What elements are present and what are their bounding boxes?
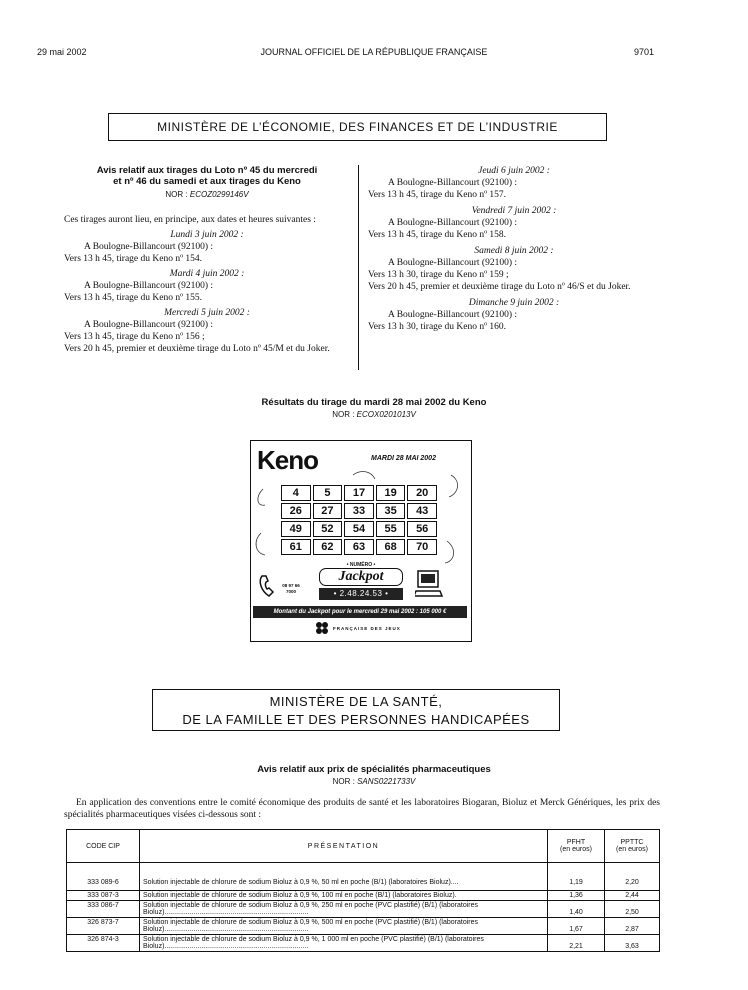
col-header-presentation: PRÉSENTATION — [140, 830, 548, 863]
keno-number: 68 — [376, 539, 406, 555]
avis-prix-intro: En application des conventions entre le comité économique des produits de santé et les laboratoires Biogaran, Bioluz et Merck Génériques, les prix des spécialités pharmaceutiques visées ci-dessous sont : — [64, 798, 660, 820]
avis-prix-heading — [0, 764, 748, 786]
keno-number: 35 — [376, 503, 406, 519]
day-heading: Lundi 3 juin 2002 : — [170, 230, 244, 240]
keno-number: 5 — [313, 485, 343, 501]
day-line: Vers 13 h 45, tirage du Keno nº 157. — [368, 190, 507, 200]
day-line: Vers 13 h 45, tirage du Keno nº 158. — [368, 230, 507, 240]
keno-number: 54 — [344, 521, 374, 537]
header-page-number: 9701 — [633, 47, 654, 57]
day-place: A Boulogne-Billancourt (92100) : — [388, 178, 518, 188]
day-heading: Samedi 8 juin 2002 : — [474, 246, 554, 256]
fdj-label: FRANÇAISE DES JEUX — [333, 626, 401, 631]
avis-loto-left-column — [64, 165, 350, 355]
keno-number: 17 — [344, 485, 374, 501]
keno-number: 19 — [376, 485, 406, 501]
keno-results-title: Résultats du tirage du mardi 28 mai 2002 du Keno — [261, 397, 487, 408]
keno-results-nor: NOR : ECOX0201013V — [332, 410, 416, 419]
header-date: 29 mai 2002 — [37, 47, 87, 57]
day-heading: Mardi 4 juin 2002 : — [169, 269, 245, 279]
table-row: 333 089-6 Solution injectable de chlorure de sodium Bioluz à 0,9 %, 50 ml en poche (B/1) (laboratoires Bioluz).... 1,19 2,20 — [67, 863, 660, 891]
keno-number: 56 — [407, 521, 437, 537]
day-line: Vers 13 h 45, tirage du Keno nº 154. — [64, 254, 203, 264]
avis-loto-right-column — [368, 165, 660, 333]
keno-number: 27 — [313, 503, 343, 519]
keno-number: 61 — [281, 539, 311, 555]
day-line: Vers 13 h 30, tirage du Keno nº 160. — [368, 322, 507, 332]
jackpot-logo: Jackpot — [319, 568, 403, 586]
keno-number: 70 — [407, 539, 437, 555]
table-header-row — [67, 830, 660, 863]
day-heading: Vendredi 7 juin 2002 : — [471, 206, 557, 216]
keno-date: MARDI 28 MAI 2002 — [371, 455, 436, 462]
col-header-pfht: PFHT (en euros) — [548, 830, 605, 863]
avis-loto-intro: Ces tirages auront lieu, en principe, aux dates et heures suivantes : — [64, 215, 316, 225]
day-line: Vers 20 h 45, premier et deuxième tirage du Loto nº 46/S et du Joker. — [368, 282, 631, 292]
jackpot-numero-label: • NUMÉRO • — [346, 562, 376, 568]
avis-loto-nor: NOR : ECOZ0299146V — [165, 190, 249, 199]
avis-prix-title: Avis relatif aux prix de spécialités pharmaceutiques — [257, 764, 491, 775]
price-table — [66, 829, 660, 952]
keno-logo: Keno — [257, 445, 318, 475]
keno-number: 49 — [281, 521, 311, 537]
keno-number: 33 — [344, 503, 374, 519]
keno-number: 55 — [376, 521, 406, 537]
day-place: A Boulogne-Billancourt (92100) : — [388, 310, 518, 320]
col-header-code: CODE CIP — [67, 830, 140, 863]
avis-loto-title: Avis relatif aux tirages du Loto nº 45 du mercredi et nº 46 du samedi et aux tirages du Keno — [96, 165, 318, 187]
header-journal: JOURNAL OFFICIEL DE LA RÉPUBLIQUE FRANÇAISE — [260, 47, 488, 57]
keno-number: 20 — [407, 485, 437, 501]
day-place: A Boulogne-Billancourt (92100) : — [84, 320, 214, 330]
day-place: A Boulogne-Billancourt (92100) : — [84, 242, 214, 252]
table-row: 326 873-7 Solution injectable de chlorure de sodium Bioluz à 0,9 %, 500 ml en poche (PVC plastifié) (B/1) (laboratoires Bioluz).......................................................................... 1,67 2,87 — [67, 918, 660, 935]
jackpot-amount-banner: Montant du Jackpot pour le mercredi 29 mai 2002 : 105 000 € — [253, 606, 467, 618]
keno-results-heading — [0, 397, 748, 419]
day-line: Vers 13 h 45, tirage du Keno nº 155. — [64, 293, 203, 303]
column-divider — [358, 165, 359, 370]
day-line: Vers 20 h 45, premier et deuxième tirage du Loto nº 45/M et du Joker. — [64, 344, 330, 354]
keno-number: 4 — [281, 485, 311, 501]
clover-icon — [315, 621, 329, 635]
day-heading: Jeudi 6 juin 2002 : — [478, 166, 550, 176]
day-line: Vers 13 h 30, tirage du Keno nº 159 ; — [368, 270, 509, 280]
keno-number: 63 — [344, 539, 374, 555]
keno-number: 43 — [407, 503, 437, 519]
table-row: 333 087-3 Solution injectable de chlorure de sodium Bioluz à 0,9 %, 100 ml en poche (B/1) (laboratoires Bioluz). 1,36 2,44 — [67, 891, 660, 901]
keno-result-card — [250, 440, 472, 642]
day-place: A Boulogne-Billancourt (92100) : — [388, 258, 518, 268]
table-row: 333 086-7 Solution injectable de chlorure de sodium Bioluz à 0,9 %, 250 ml en poche (PVC plastifié) (B/1) (laboratoires Bioluz).......................................................................... 1,40 2,50 — [67, 901, 660, 918]
jackpot-number: • 2.48.24.53 • — [319, 588, 403, 600]
table-row: 326 874-3 Solution injectable de chlorure de sodium Bioluz à 0,9 %, 1 000 ml en poche (PVC plastifié) (B/1) (laboratoires Bioluz).......................................................................... 2,21 3,63 — [67, 935, 660, 952]
keno-number: 62 — [313, 539, 343, 555]
avis-prix-nor: NOR : SANS0221733V — [332, 777, 416, 786]
ministry-sante-box — [152, 689, 560, 731]
ministry-sante-line1: MINISTÈRE DE LA SANTÉ, — [269, 694, 443, 709]
day-heading: Mercredi 5 juin 2002 : — [164, 308, 250, 318]
keno-number: 52 — [313, 521, 343, 537]
keno-phone-number: 08 97 66 7000 — [282, 583, 300, 594]
keno-number: 26 — [281, 503, 311, 519]
ministry-economie-box: MINISTÈRE DE L’ÉCONOMIE, DES FINANCES ET DE L’INDUSTRIE — [108, 113, 607, 141]
day-place: A Boulogne-Billancourt (92100) : — [388, 218, 518, 228]
ministry-sante-line2: DE LA FAMILLE ET DES PERSONNES HANDICAPÉES — [182, 712, 530, 727]
day-line: Vers 13 h 45, tirage du Keno nº 156 ; — [64, 332, 205, 342]
col-header-ppttc: PPTTC (en euros) — [605, 830, 660, 863]
day-heading: Dimanche 9 juin 2002 : — [468, 298, 560, 308]
day-place: A Boulogne-Billancourt (92100) : — [84, 281, 214, 291]
